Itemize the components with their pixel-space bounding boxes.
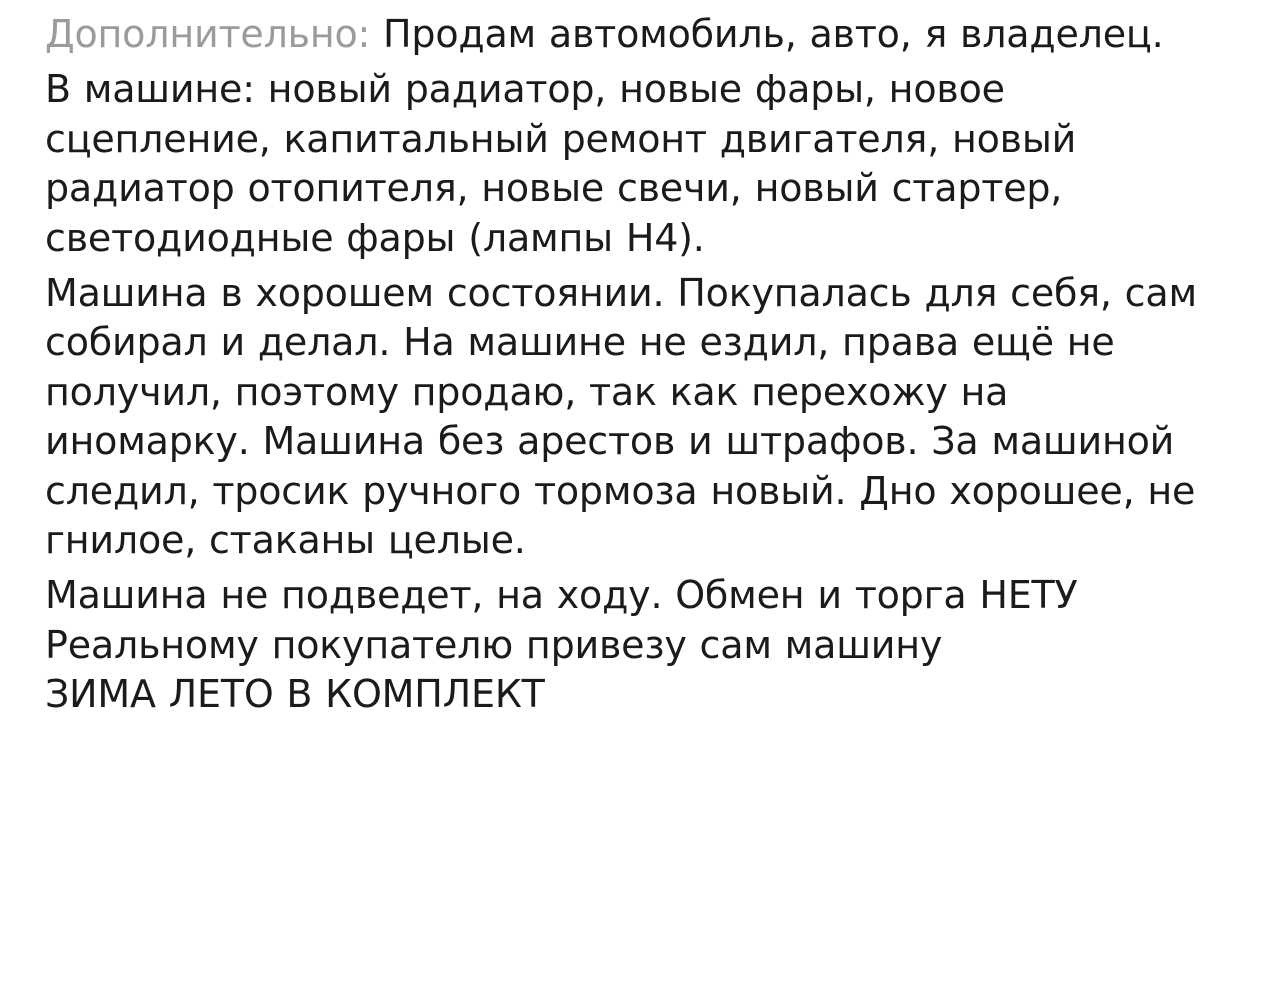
closing-line-2: Реальному покупателю привезу сам машину xyxy=(45,622,943,667)
closing-line-1: Машина не подведет, на ходу. Обмен и торга НЕТУ xyxy=(45,573,1078,618)
additional-info-paragraph xyxy=(45,10,1214,59)
closing-line-3: ЗИМА ЛЕТО В КОМПЛЕКТ xyxy=(45,672,545,717)
car-condition-paragraph: Машина в хорошем состоянии. Покупалась для себя, сам собирал и делал. На машине не ездил, права ещё не получил, поэтому продаю, так как перехожу на иномарку. Машина без арестов и штрафов. За машиной следил, тросик ручного тормоза новый. Дно хорошее, не гнилое, стаканы целые. xyxy=(45,270,1197,562)
additional-info-label: Дополнительно: xyxy=(45,12,371,56)
car-equipment-paragraph: В машине: новый радиатор, новые фары, новое сцепление, капитальный ремонт двигателя, новый радиатор отопителя, новые свечи, новый стартер, светодиодные фары (лампы H4). xyxy=(45,67,1077,260)
additional-info-text: Продам автомобиль, авто, я владелец. xyxy=(383,12,1164,56)
closing-paragraph xyxy=(45,571,1214,719)
